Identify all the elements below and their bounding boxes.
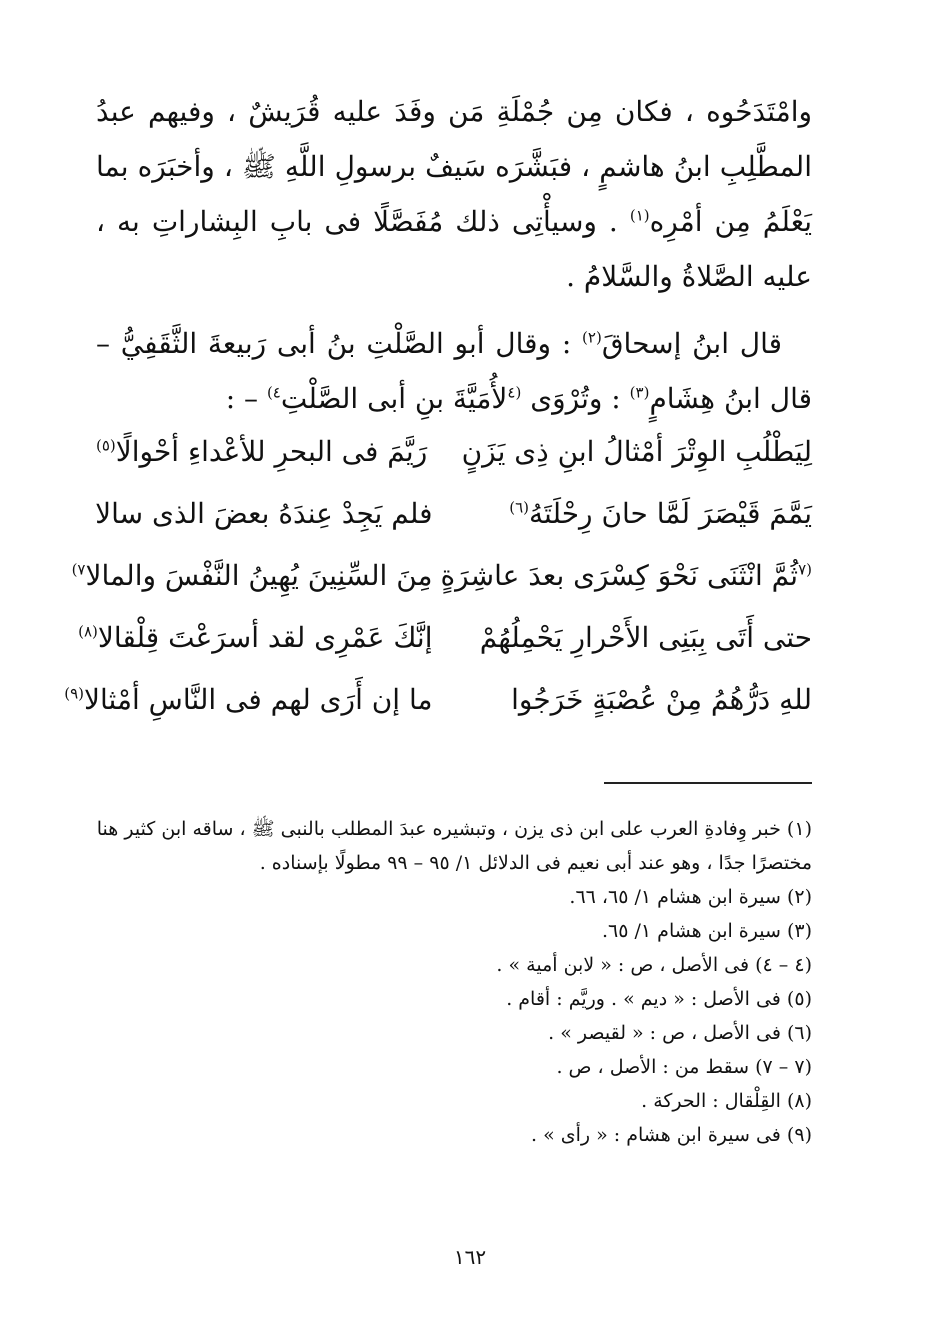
main-text [96,84,812,426]
footnote-ref-4-close[interactable]: ٤) [266,383,281,402]
verse-3 [71,544,812,606]
verse-5 [64,668,812,730]
footnote-ref-r6[interactable]: (٦) [509,498,529,517]
page-number: ١٦٢ [453,1245,487,1269]
verse-1 [96,420,812,482]
footnote-ref-2[interactable]: (٢) [582,328,602,347]
verse-2-first-hemistich: يَمَّمَ قَيْصَرَ لَمَّا حانَ رِحْلَتَهُ$^{(٦)}$ [509,496,812,530]
footnote-5: (٥) فى الأصل : « ديم » . وريَّم : أقام . [506,988,812,1010]
footnote-separator [604,782,812,784]
footnote-9: (٩) فى سيرة ابن هشام : « رأى » . [531,1124,812,1146]
verse-5-second-hemistich: ما إن أَرَى لهم فى النَّاسِ أمْثالا$^{(٩)}$ [64,682,433,716]
verse-5-first-hemistich: للهِ دَرُّهُمُ مِنْ عُصْبَةٍ خَرَجُوا [511,682,812,716]
footnote-ref-3[interactable]: (٣) [629,383,650,402]
verse-1-first-hemistich: لِيَطْلُبِ الوِتْرَ أمْثالُ ابنِ ذِى يَزَنٍ [461,434,812,468]
footnote-ref-1[interactable]: (١) [629,206,650,225]
footnote-1: (١) خبر وِفادةِ العرب على ابن ذى يزن ، وتبشيره عبدَ المطلب بالنبى ﷺ ، ساقه ابن كثير هنا مختصرًا جدًا ، وهو عند أبى نعيم فى الدلائل ١/ ٩٥ – ٩٩ مطولًا بإسناده . [96,818,812,874]
footnote-ref-r9[interactable]: (٩) [64,684,85,703]
footnote-ref-r7a[interactable]: (٧ [798,560,812,579]
verse-3-first-hemistich: $^{(٧}$ثُمَّ انْثَنَى نَحْوَ كِسْرَى بعدَ عاشِرَةٍ [440,558,812,592]
footnotes [96,812,812,1152]
verse-4 [78,606,812,668]
paragraph-2-text: قال ابنُ إسحاقَ [601,327,783,360]
verse-1-second-hemistich [96,435,433,468]
footnote-2: (٢) سيرة ابن هشام ١/ ٦٥، ٦٦. [569,886,812,908]
paragraph-3-tail: : وتُرْوَى [530,382,621,415]
footnote-ref-4-open[interactable]: (٤ [507,383,522,402]
paragraph-2 [96,316,812,426]
footnote-ref-r7b[interactable]: ٧) [71,560,86,579]
footnote-4: (٤ – ٤) فى الأصل ، ص : « لابن أمية » . [496,954,812,976]
footnote-ref-r5[interactable]: (٥) [96,436,116,455]
footnote-3: (٣) سيرة ابن هشام ١/ ٦٥. [602,920,812,942]
paragraph-1-text: وامْتَدَحُوه ، فكان مِن جُمْلَةِ مَن وفَدَ عليه قُرَيشٌ ، وفيهم عبدُ المطَّلِبِ ابنُ هاشمٍ ، فبَشَّرَه سَيفٌ برسولِ اللَّهِ ﷺ ، وأخبَرَه بما يَعْلَمُ مِن أمْرِه [96,95,813,238]
verse-3-second-hemistich: مِنَ السِّنِينَ يُهِينُ النَّفْسَ والمالا$^{٧)}$ [71,558,433,592]
verse-2 [96,482,812,544]
paragraph-1-tail: . وسيأْتِى ذلك مُفَصَّلًا فى بابِ البِشاراتِ به ، عليه الصَّلاةُ والسَّلامُ . [96,205,812,293]
verse-4-first-hemistich: حتى أَتَى بِبَنِى الأَحْرارِ يَحْمِلُهُمْ [479,620,812,654]
paragraph-3-end: – : [225,382,259,415]
footnote-6: (٦) فى الأصل ، ص : « لقيصر » . [548,1022,812,1044]
poem [64,420,812,730]
footnote-7: (٧ – ٧) سقط من : الأصل ، ص . [556,1056,812,1078]
footnote-ref-r8[interactable]: (٨) [78,622,98,641]
footnote-8: (٨) القِلْقال : الحركة . [641,1090,812,1112]
paragraph-3-text: وقال أبو الصَّلْتِ بنُ أبى رَبيعةَ الثَّقَفِيُّ – قال ابنُ هِشَامٍ [96,327,812,415]
paragraph-2-colon: : [561,327,572,360]
paragraph-1 [96,84,812,304]
paragraph-3-tail2: لأُمَيَّةَ بنِ أبى الصَّلْتِ [280,382,508,415]
verse-1-second-text: رَيَّمَ فى البحرِ للأعْداءِ أحْوالًا [115,434,428,468]
verse-2-second-hemistich: فلم يَجِدْ عِندَهُ بعضَ الذى سالا [95,496,433,530]
verse-4-second-hemistich: إنَّكَ عَمْرِى لقد أسرَعْتَ قِلْقالا$^{(٨)}$ [78,620,433,654]
